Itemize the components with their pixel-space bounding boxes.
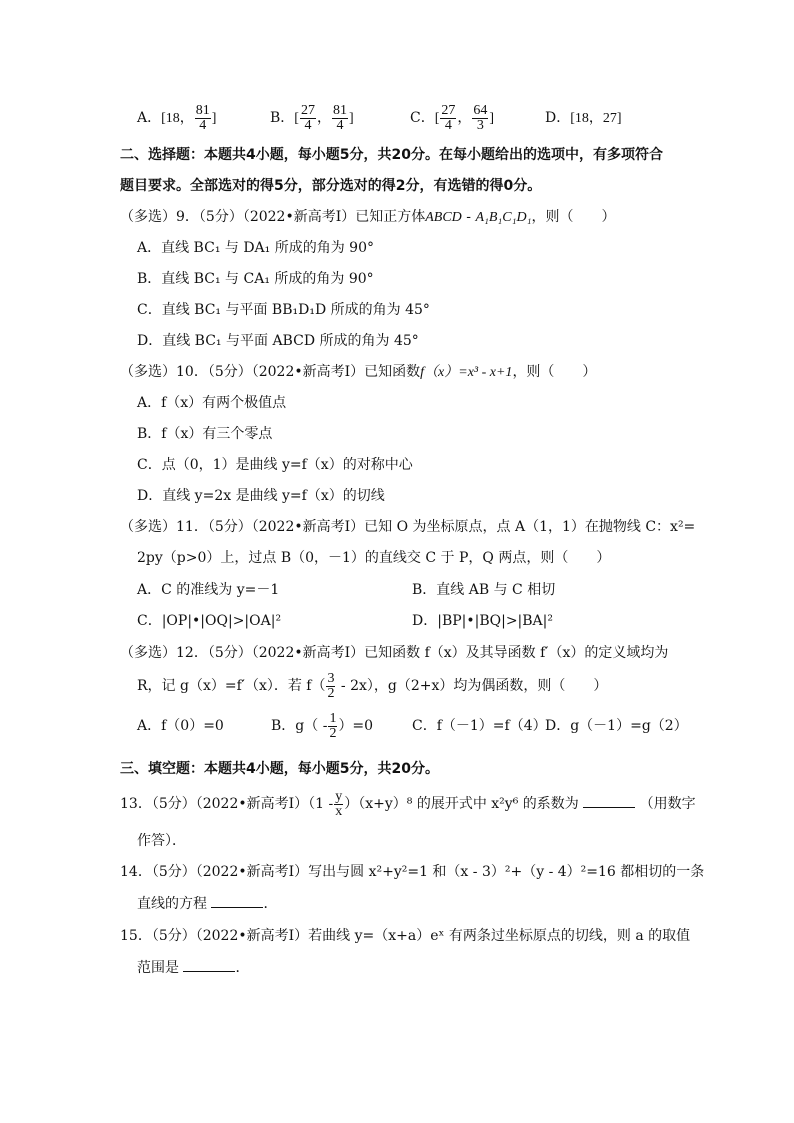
q13-answer-blank[interactable] [583, 793, 635, 808]
q11-stem-line1: （多选）11．（5分）（2022•新高考Ⅰ）已知 O 为坐标原点，点 A（1，1）在抛物线 C：x²= [120, 519, 696, 535]
q10-option-b: B．f（x）有三个零点 [137, 426, 273, 442]
q9-option-c: C．直线 BC₁ 与平面 BB₁D₁D 所成的角为 45° [137, 302, 430, 318]
q10-stem: （多选）10．（5分）（2022•新高考Ⅰ）已知函数f（x）=x³ - x+1，则（ ） [120, 364, 597, 380]
q10-option-a: A．f（x）有两个极值点 [137, 395, 287, 411]
q15-answer-blank[interactable] [183, 957, 235, 972]
q12-stem-line1: （多选）12．（5分）（2022•新高考Ⅰ）已知函数 f（x）及其导函数 f′（x）的定义域均为 [120, 645, 669, 661]
q14-stem-line2: 直线的方程 ． [137, 893, 277, 913]
section2-heading-line2: 题目要求。全部选对的得5分，部分选对的得2分，有选错的得0分。 [120, 178, 542, 194]
q12-options-row [0, 710, 794, 742]
q10-option-c: C．点（0，1）是曲线 y=f（x）的对称中心 [137, 457, 413, 473]
q11-option-b: B．直线 AB 与 C 相切 [412, 582, 556, 598]
q14-answer-blank[interactable] [211, 893, 263, 908]
q8-option-b: B．[ $\frac{27}{4}$ ， $\frac{81}{4}$ ] [270, 102, 354, 133]
q12-option-c: C．f（－1）=f（4） [412, 718, 547, 734]
q13-stem-line1: 13．（5分）（2022•新高考Ⅰ）（1 - $\frac{y}{x}$ ）（x+y）⁸ 的展开式中 x²y⁶ 的系数为 （用数字 [120, 788, 696, 819]
q12-stem-line2: R，记 g（x）=f′（x）．若 f（ $\frac{3}{2}$ - 2x），g（2+x）均为偶函数，则（ ） [137, 670, 608, 701]
q12-option-d: D．g（－1）=g（2） [545, 718, 688, 734]
section2-heading-line1: 二、选择题：本题共4小题，每小题5分，共20分。在每小题给出的选项中，有多项符合 [120, 147, 663, 163]
q9-stem: （多选）9．（5分）（2022•新高考Ⅰ）已知正方体ABCD - A₁B₁C₁D₁，则（ ） [120, 209, 616, 225]
q9-option-a: A．直线 BC₁ 与 DA₁ 所成的角为 90° [137, 240, 374, 256]
q10-option-d: D．直线 y=2x 是曲线 y=f（x）的切线 [137, 488, 385, 504]
q12-option-a: A．f（0）=0 [137, 718, 224, 734]
q15-stem-line1: 15．（5分）（2022•新高考Ⅰ）若曲线 y=（x+a）eˣ 有两条过坐标原点的切线，则 a 的取值 [120, 928, 691, 944]
q15-stem-line2: 范围是 ． [137, 957, 249, 977]
q11-option-a: A．C 的准线为 y=－1 [137, 582, 280, 598]
q11-option-d: D．|BP|•|BQ|>|BA|² [412, 613, 553, 629]
q9-option-d: D．直线 BC₁ 与平面 ABCD 所成的角为 45° [137, 333, 419, 349]
q13-stem-line2: 作答）． [137, 833, 186, 849]
q11-stem-line2: 2py（p>0）上，过点 B（0，－1）的直线交 C 于 P，Q 两点，则（ ） [137, 550, 611, 566]
section3-heading: 三、填空题：本题共4小题，每小题5分，共20分。 [120, 761, 439, 777]
q12-option-b: B．g（ - $\frac{1}{2}$ ）=0 [271, 710, 374, 741]
q8-option-a: A．[18， $\frac{81}{4}$ ] [137, 102, 217, 133]
q11-option-c: C．|OP|•|OQ|>|OA|² [137, 613, 282, 629]
q9-option-b: B．直线 BC₁ 与 CA₁ 所成的角为 90° [137, 271, 374, 287]
q8-option-c: C．[ $\frac{27}{4}$ ， $\frac{64}{3}$ ] [410, 102, 495, 133]
q14-stem-line1: 14．（5分）（2022•新高考Ⅰ）写出与圆 x²+y²=1 和（x - 3）²+（y - 4）²=16 都相切的一条 [120, 864, 705, 880]
q8-option-d: D．[18，27] [545, 110, 622, 126]
